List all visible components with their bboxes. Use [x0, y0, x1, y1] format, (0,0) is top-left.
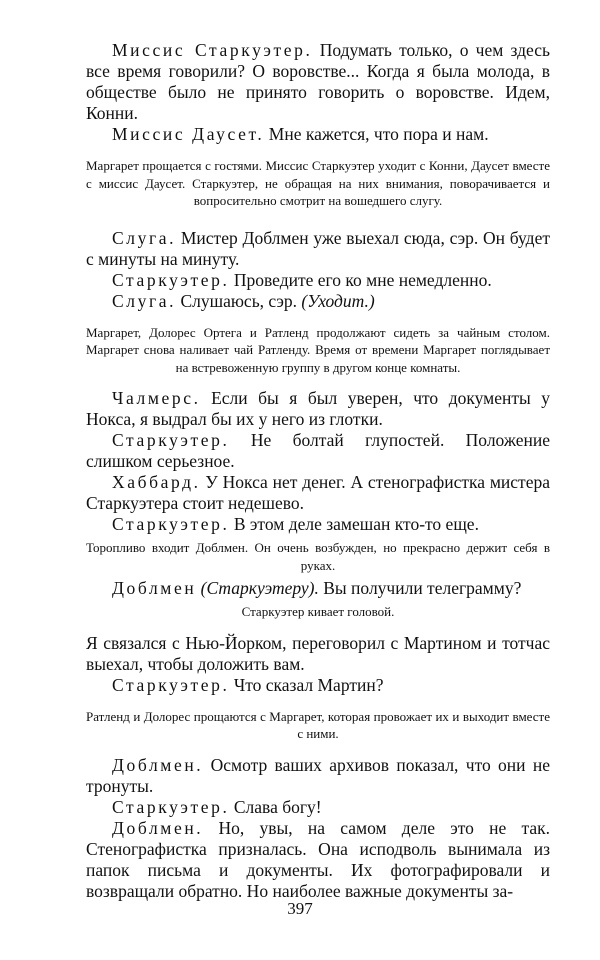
speech-7: Старкуэтер. Не болтай глупостей. Положение слишком серьезное.	[86, 430, 550, 471]
page-number: 397	[287, 899, 313, 918]
speech-2: Миссис Даусет. Мне кажется, что пора и нам.	[112, 124, 489, 144]
speech-8: Хаббард. У Нокса нет денег. А стенографистка мистера Старкуэтера стоит недешево.	[86, 472, 550, 513]
speech-10: Доблмен (Старкуэтеру). Вы получили телеграмму?	[112, 578, 522, 598]
speech-3: Слуга. Мистер Доблмен уже выехал сюда, сэр. Он будет с минуты на минуту.	[86, 227, 550, 269]
speech-4: Старкуэтер. Проведите его ко мне немедленно.	[112, 269, 492, 290]
speech-12: Старкуэтер. Что сказал Мартин?	[112, 674, 384, 695]
speech-1: Миссис Старкуэтер. Подумать только, о чем здесь все время говорили? О воровстве... Когда я была молода, в обществе было не принято говорить о воровстве. Идем, Конни.	[86, 40, 550, 123]
speech-9: Старкуэтер. В этом деле замешан кто-то еще.	[112, 514, 479, 534]
speech-15: Доблмен. Но, увы, на самом деле это не так. Стенографистка призналась. Она исподволь вынимала из папок письма и документы. Их фотографировали и возвращали обратно. Но наиболее важные документы за-	[86, 817, 550, 901]
speech-6: Чалмерс. Если бы я был уверен, что документы у Нокса, я выдрал бы их у него из глотки.	[86, 388, 550, 429]
page-body	[86, 40, 550, 902]
stage-direction-4: Старкуэтер кивает головой.	[241, 604, 395, 619]
stage-direction-1: Маргарет прощается с гостями. Миссис Старкуэтер уходит с Конни, Даусет вместе с миссис Даусет. Старкуэтер, не обращая на них внимания, поворачивается и вопросительно смотрит на вошедшего слугу.	[86, 158, 550, 208]
speech-13: Доблмен. Осмотр ваших архивов показал, что они не тронуты.	[86, 754, 550, 796]
speech-5: Слуга. Слушаюсь, сэр. (Уходит.)	[112, 290, 375, 311]
speech-14: Старкуэтер. Слава богу!	[112, 796, 322, 817]
speech-11: Я связался с Нью-Йорком, переговорил с Мартином и тотчас выехал, чтобы доложить вам.	[86, 632, 550, 674]
stage-direction-2: Маргарет, Долорес Ортега и Ратленд продолжают сидеть за чайным столом. Маргарет снова наливает чай Ратленду. Время от времени Маргарет поглядывает на встревоженную группу в другом конце комнаты.	[86, 324, 550, 375]
stage-direction-3: Торопливо входит Доблмен. Он очень возбужден, но прекрасно держит себя в руках.	[86, 540, 550, 573]
stage-direction-5: Ратленд и Долорес прощаются с Маргарет, которая провожает их и выходит вместе с ними.	[86, 708, 550, 741]
